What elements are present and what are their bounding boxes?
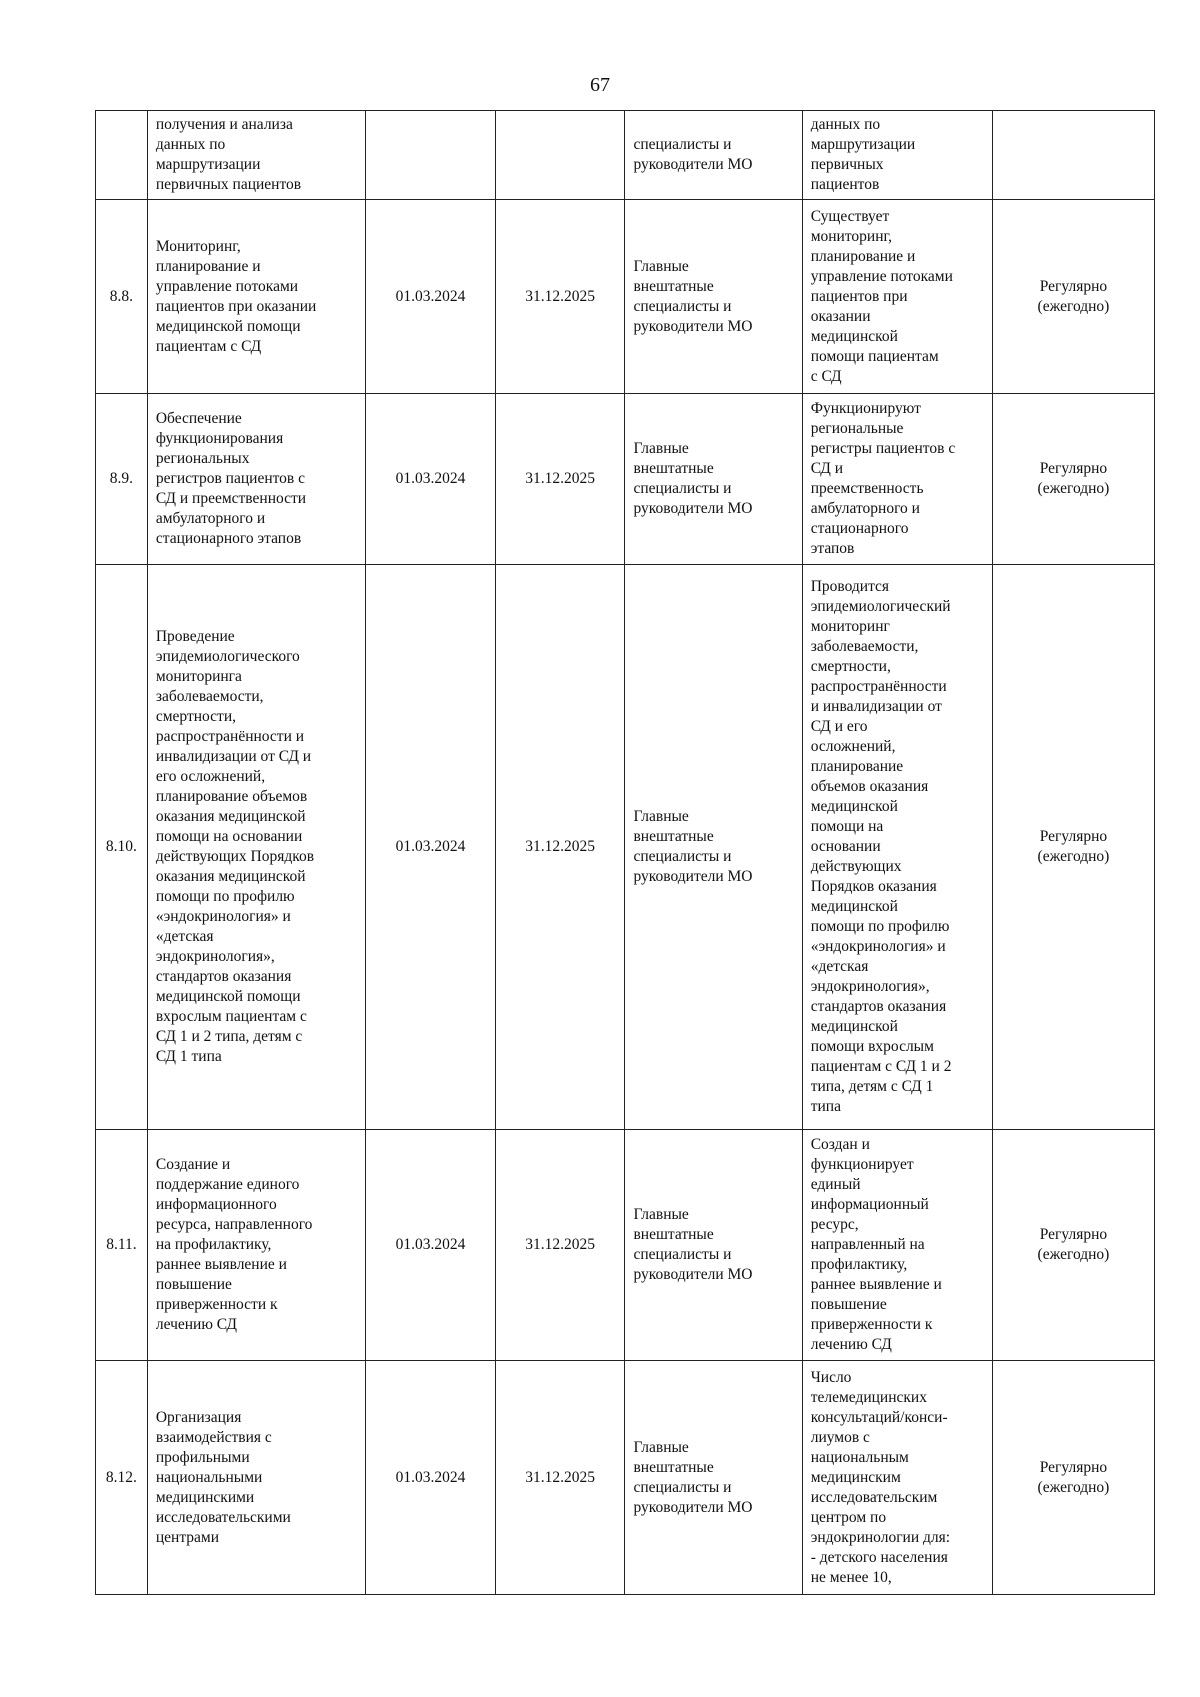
- frequency-cell: Регулярно (ежегодно): [992, 565, 1154, 1130]
- start-date-cell: 01.03.2024: [366, 565, 496, 1130]
- responsible-cell: Главные внештатные специалисты и руководители МО: [625, 565, 802, 1130]
- table-row: [96, 200, 1155, 394]
- start-date-cell: 01.03.2024: [366, 394, 496, 565]
- table-row: [96, 111, 1155, 200]
- result-cell: данных по маршрутизации первичных пациентов: [802, 111, 992, 200]
- result-cell: Создан и функционирует единый информационный ресурс, направленный на профилактику, раннее выявление и повышение приверженности к лечению СД: [802, 1130, 992, 1361]
- page-number: 67: [590, 74, 610, 96]
- activity-cell: Создание и поддержание единого информационного ресурса, направленного на профилактику, раннее выявление и повышение приверженности к лечению СД: [147, 1130, 365, 1361]
- activity-cell: Организация взаимодействия с профильными национальными медицинскими исследовательскими центрами: [147, 1361, 365, 1595]
- action-plan-table: [95, 110, 1155, 1595]
- start-date-cell: 01.03.2024: [366, 1361, 496, 1595]
- responsible-cell: Главные внештатные специалисты и руководители МО: [625, 1130, 802, 1361]
- table-row: [96, 565, 1155, 1130]
- row-number-cell: 8.12.: [96, 1361, 148, 1595]
- end-date-cell: 31.12.2025: [495, 200, 625, 394]
- start-date-cell: 01.03.2024: [366, 1130, 496, 1361]
- row-number-cell: 8.10.: [96, 565, 148, 1130]
- result-cell: Число телемедицинских консультаций/конси- лиумов с национальным медицинским исследовательским центром по эндокринологии для: - детского населения не менее 10,: [802, 1361, 992, 1595]
- activity-cell: Обеспечение функционирования региональных регистров пациентов с СД и преемственности амбулаторного и стационарного этапов: [147, 394, 365, 565]
- activity-cell: Мониторинг, планирование и управление потоками пациентов при оказании медицинской помощи пациентам с СД: [147, 200, 365, 394]
- start-date-cell: [366, 111, 496, 200]
- table-row: [96, 1361, 1155, 1595]
- frequency-cell: [992, 111, 1154, 200]
- frequency-cell: Регулярно (ежегодно): [992, 200, 1154, 394]
- end-date-cell: 31.12.2025: [495, 565, 625, 1130]
- row-number-cell: 8.8.: [96, 200, 148, 394]
- table-row: [96, 394, 1155, 565]
- row-number-cell: 8.9.: [96, 394, 148, 565]
- frequency-cell: Регулярно (ежегодно): [992, 1130, 1154, 1361]
- table-row: [96, 1130, 1155, 1361]
- result-cell: Существует мониторинг, планирование и управление потоками пациентов при оказании медицинской помощи пациентам с СД: [802, 200, 992, 394]
- responsible-cell: специалисты и руководители МО: [625, 111, 802, 200]
- frequency-cell: Регулярно (ежегодно): [992, 1361, 1154, 1595]
- result-cell: Функционируют региональные регистры пациентов с СД и преемственность амбулаторного и стационарного этапов: [802, 394, 992, 565]
- end-date-cell: [495, 111, 625, 200]
- row-number-cell: 8.11.: [96, 1130, 148, 1361]
- responsible-cell: Главные внештатные специалисты и руководители МО: [625, 200, 802, 394]
- end-date-cell: 31.12.2025: [495, 1130, 625, 1361]
- responsible-cell: Главные внештатные специалисты и руководители МО: [625, 1361, 802, 1595]
- frequency-cell: Регулярно (ежегодно): [992, 394, 1154, 565]
- end-date-cell: 31.12.2025: [495, 394, 625, 565]
- start-date-cell: 01.03.2024: [366, 200, 496, 394]
- result-cell: Проводится эпидемиологический мониторинг заболеваемости, смертности, распространённости и инвалидизации от СД и его осложнений, планирование объемов оказания медицинской помощи на основании действующих Порядков оказания медицинской помощи по профилю «эндокринология» и «детская эндокринология», стандартов оказания медицинской помощи вхрослым пациентам с СД 1 и 2 типа, детям с СД 1 типа: [802, 565, 992, 1130]
- activity-cell: получения и анализа данных по маршрутизации первичных пациентов: [147, 111, 365, 200]
- responsible-cell: Главные внештатные специалисты и руководители МО: [625, 394, 802, 565]
- activity-cell: Проведение эпидемиологического мониторинга заболеваемости, смертности, распространённости и инвалидизации от СД и его осложнений, планирование объемов оказания медицинской помощи на основании действующих Порядков оказания медицинской помощи по профилю «эндокринология» и «детская эндокринология», стандартов оказания медицинской помощи вхрослым пациентам с СД 1 и 2 типа, детям с СД 1 типа: [147, 565, 365, 1130]
- row-number-cell: [96, 111, 148, 200]
- end-date-cell: 31.12.2025: [495, 1361, 625, 1595]
